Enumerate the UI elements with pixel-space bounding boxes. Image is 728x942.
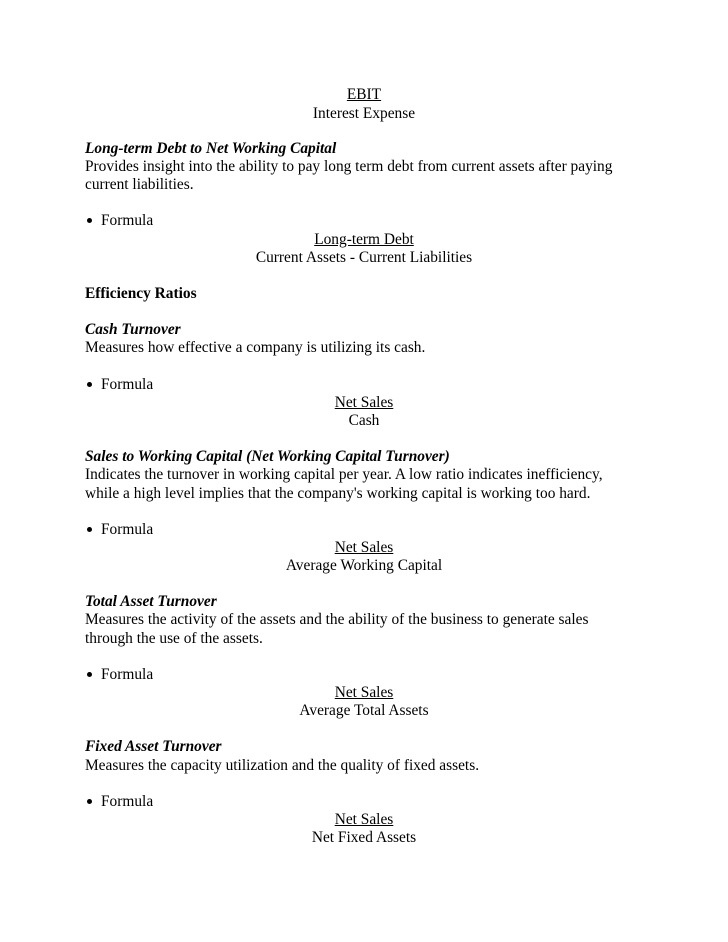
section-desc-line: current liabilities. [85,176,194,193]
section-title-sales-working-capital: Sales to Working Capital (Net Working Capital Turnover) [85,448,450,465]
section-desc-line: Measures how effective a company is utilizing its cash. [85,339,426,356]
heading-efficiency-ratios: Efficiency Ratios [85,285,197,302]
ebit-numerator: EBIT [346,86,382,103]
section-title-fixed-asset-turnover: Fixed Asset Turnover [85,738,222,755]
formula-bullet-label: Formula [101,666,154,683]
section-desc-line: through the use of the assets. [85,630,263,647]
section-title-total-asset-turnover: Total Asset Turnover [85,593,217,610]
formula-denominator: Average Working Capital [285,557,443,574]
bullet-dot-icon [87,799,92,804]
formula-bullet [85,212,153,230]
formula-bullet [85,793,153,811]
long-term-debt-numerator: Long-term Debt [314,231,414,248]
formula-bullet-label: Formula [101,521,154,538]
bullet-dot-icon [87,218,92,223]
formula-numerator [0,86,728,104]
formula-bullet-label: Formula [101,212,154,229]
section-desc-line: Provides insight into the ability to pay long term debt from current assets after paying [85,158,613,175]
net-sales-numerator: Net Sales [334,539,394,556]
net-sales-numerator: Net Sales [334,684,394,701]
section-title-long-term-debt: Long-term Debt to Net Working Capital [85,140,337,157]
formula-numerator [0,231,728,249]
net-sales-numerator: Net Sales [334,394,394,411]
formula-denominator: Net Fixed Assets [311,829,417,846]
bullet-dot-icon [87,672,92,677]
formula-bullet [85,666,153,684]
section-desc-line: Measures the capacity utilization and the quality of fixed assets. [85,757,480,774]
formula-numerator [0,394,728,412]
formula-bullet-label: Formula [101,793,154,810]
formula-numerator [0,684,728,702]
section-desc-line: Measures the activity of the assets and the ability of the business to generate sales [85,611,589,628]
bullet-dot-icon [87,382,92,387]
net-sales-numerator: Net Sales [334,811,394,828]
formula-bullet [85,521,153,539]
formula-denominator: Interest Expense [312,105,416,122]
formula-denominator: Current Assets - Current Liabilities [255,249,473,266]
bullet-dot-icon [87,527,92,532]
section-desc-line: while a high level implies that the company's working capital is working too hard. [85,485,591,502]
formula-denominator: Average Total Assets [299,702,429,719]
formula-bullet [85,376,153,394]
formula-numerator [0,539,728,557]
formula-bullet-label: Formula [101,376,154,393]
formula-numerator [0,811,728,829]
section-desc-line: Indicates the turnover in working capital per year. A low ratio indicates inefficiency, [85,466,603,483]
section-title-cash-turnover: Cash Turnover [85,321,181,338]
formula-denominator: Cash [348,412,380,429]
